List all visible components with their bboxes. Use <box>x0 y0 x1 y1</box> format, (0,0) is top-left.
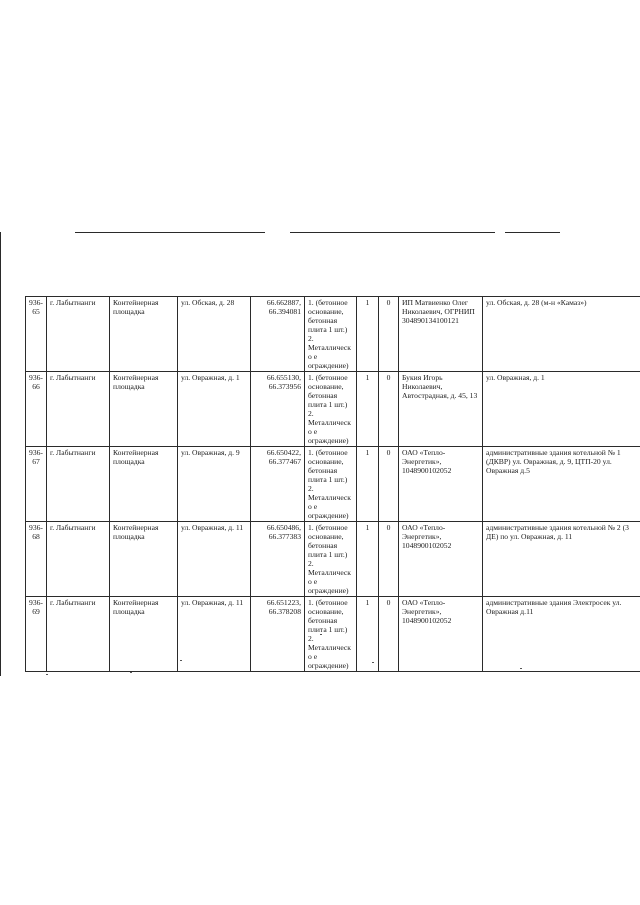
table-row <box>26 447 640 522</box>
row-locality: г. Лабытнанги <box>47 447 110 522</box>
row-sources: административные здания котельной № 1 (ДКВР) ул. Овражная, д. 9, ЦТП-20 ул. Овражная д.5 <box>483 447 640 522</box>
row-locality: г. Лабытнанги <box>47 522 110 597</box>
row-coordinates: 66.650422, 66.377467 <box>251 447 305 522</box>
row-owner: ИП Матвиенко Олег Николаевич, ОГРНИП 304890134100121 <box>399 297 483 372</box>
row-coordinates: 66.650486, 66.377383 <box>251 522 305 597</box>
row-address: ул. Обская, д. 28 <box>178 297 251 372</box>
row-address: ул. Овражная, д. 11 <box>178 522 251 597</box>
row-description: 1. (бетонное основание, бетонная плита 1 шт.) 2. Металлическо е ограждение) <box>305 522 357 597</box>
row-address: ул. Овражная, д. 9 <box>178 447 251 522</box>
row-sources: ул. Обская, д. 28 (м-н «Камаз») <box>483 297 640 372</box>
row-locality: г. Лабытнанги <box>47 597 110 672</box>
row-qty-b: 0 <box>379 447 399 522</box>
row-sources: административные здания котельной № 2 (3 ДЕ) по ул. Овражная, д. 11 <box>483 522 640 597</box>
row-qty-a: 1 <box>357 372 379 447</box>
row-coordinates: 66.651223, 66.378208 <box>251 597 305 672</box>
row-number: 936-65 <box>26 297 47 372</box>
row-number: 936-68 <box>26 522 47 597</box>
row-owner: ОАО «Тепло-Энергетик», 1048900102052 <box>399 597 483 672</box>
row-qty-b: 0 <box>379 372 399 447</box>
scan-line-top-2 <box>290 232 495 233</box>
row-owner: Букия Игорь Николаевич, Автострадная, д. 45, 13 <box>399 372 483 447</box>
scan-line-top <box>75 232 265 233</box>
row-description: 1. (бетонное основание, бетонная плита 1 шт.) 2. Металлическо е ограждение) <box>305 372 357 447</box>
scan-speck <box>130 672 132 673</box>
row-qty-a: 1 <box>357 447 379 522</box>
row-qty-b: 0 <box>379 522 399 597</box>
table-row <box>26 522 640 597</box>
row-number: 936-69 <box>26 597 47 672</box>
row-address: ул. Овражная, д. 1 <box>178 372 251 447</box>
row-locality: г. Лабытнанги <box>47 297 110 372</box>
row-description: 1. (бетонное основание, бетонная плита 1 шт.) 2. Металлическо е ограждение) <box>305 447 357 522</box>
row-qty-b: 0 <box>379 297 399 372</box>
waste-site-registry-table <box>25 296 640 672</box>
row-sources: административные здания Электросек ул. Овражная д.11 <box>483 597 640 672</box>
table-row <box>26 372 640 447</box>
row-site-type: Контейнерная площадка <box>110 597 178 672</box>
row-qty-a: 1 <box>357 597 379 672</box>
scan-line-top-3 <box>505 232 560 233</box>
row-locality: г. Лабытнанги <box>47 372 110 447</box>
row-qty-a: 1 <box>357 297 379 372</box>
row-number: 936-67 <box>26 447 47 522</box>
table-row <box>26 297 640 372</box>
scan-edge-left <box>0 232 1 676</box>
row-coordinates: 66.655130, 66.373956 <box>251 372 305 447</box>
row-coordinates: 66.662887, 66.394081 <box>251 297 305 372</box>
row-site-type: Контейнерная площадка <box>110 522 178 597</box>
row-site-type: Контейнерная площадка <box>110 372 178 447</box>
row-site-type: Контейнерная площадка <box>110 447 178 522</box>
row-description: 1. (бетонное основание, бетонная плита 1 шт.) 2. Металлическо е ограждение) <box>305 297 357 372</box>
scan-speck <box>46 674 48 675</box>
row-address: ул. Овражная, д. 11 <box>178 597 251 672</box>
row-qty-a: 1 <box>357 522 379 597</box>
table-row <box>26 597 640 672</box>
row-owner: ОАО «Тепло-Энергетик», 1048900102052 <box>399 447 483 522</box>
row-site-type: Контейнерная площадка <box>110 297 178 372</box>
row-description: 1. (бетонное основание, бетонная плита 1 шт.) 2. Металлическо е ограждение) <box>305 597 357 672</box>
row-owner: ОАО «Тепло-Энергетик», 1048900102052 <box>399 522 483 597</box>
row-number: 936-66 <box>26 372 47 447</box>
row-qty-b: 0 <box>379 597 399 672</box>
row-sources: ул. Овражная, д. 1 <box>483 372 640 447</box>
